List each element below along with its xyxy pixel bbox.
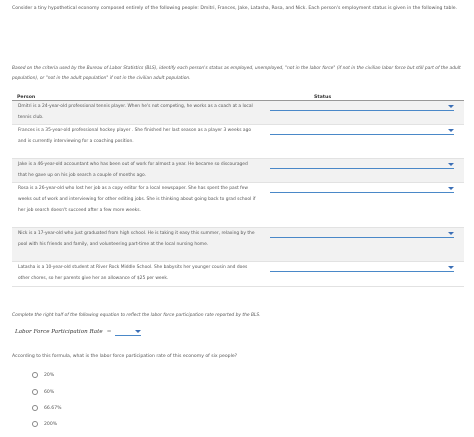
option-label: 66.67% [44, 405, 62, 411]
radio-button[interactable] [32, 405, 38, 411]
equation [15, 329, 141, 335]
status-dropdown[interactable] [270, 187, 454, 193]
status-dropdown[interactable] [270, 105, 454, 111]
status-dropdown[interactable] [270, 266, 454, 272]
radio-button[interactable] [32, 421, 38, 427]
person-description: Rosa is a 26-year-old who lost her job as a copy editor for a local newspaper. She has spent the past few weeks out of work and interviewing for other editing jobs. She is thinking about going back to grad school if her job search doesn't succeed after a few more weeks. [18, 186, 256, 213]
table-row [12, 125, 464, 159]
chevron-down-icon [448, 187, 454, 190]
intro-text: Consider a tiny hypothetical economy composed entirely of the following people: Dmitri, Frances, Jake, Latasha, Rosa, and Nick. Each person's employment status is given in the following table. [12, 6, 458, 11]
table-row [12, 228, 464, 262]
person-description: Jake is a 46-year-old accountant who has been out of work for almost a year. He became so discouraged that he gave up on his job search a couple of months ago. [18, 162, 248, 178]
chevron-down-icon [448, 163, 454, 166]
table-row [12, 183, 464, 228]
chevron-down-icon [448, 266, 454, 269]
instructions-text: Based on the criteria used by the Bureau of Labor Statistics (BLS), identify each person's status as employed, unemployed, "not in the labor force" (if not in the civilian labor force but still part of the adult population), or "not in the adult population" if not in the civilian adult population. [12, 66, 461, 81]
question-text: According to this formula, what is the labor force participation rate of this economy of six people? [12, 354, 238, 359]
person-description: Frances is a 35-year-old professional hockey player . She finished her last season as a player 3 weeks ago and is currently interviewing for a coaching position. [18, 128, 252, 144]
table-header [12, 90, 464, 101]
status-dropdown[interactable] [270, 129, 454, 135]
chevron-down-icon [448, 232, 454, 235]
equation-label: Labor Force Participation Rate [15, 329, 103, 335]
option-60-percent[interactable] [32, 389, 54, 395]
table-row [12, 262, 464, 287]
chevron-down-icon [448, 129, 454, 132]
status-table [12, 90, 464, 287]
radio-button[interactable] [32, 372, 38, 378]
equation-instructions: Complete the right half of the following equation to reflect the labor force participation rate reported by the BLS. [12, 313, 261, 318]
status-dropdown[interactable] [270, 232, 454, 238]
option-66-67-percent[interactable] [32, 405, 62, 411]
equals-sign: = [106, 329, 112, 335]
person-description: Nick is a 17-year-old who just graduated from high school. He is taking it easy this summer, relaxing by the pool with his friends and family, and volunteering part-time at the local nursing home. [18, 231, 255, 247]
option-20-percent[interactable] [32, 372, 54, 378]
chevron-down-icon [135, 330, 141, 333]
equation-dropdown[interactable] [115, 330, 141, 336]
option-200-percent[interactable] [32, 421, 57, 427]
status-header: Status [314, 95, 332, 100]
person-header: Person [17, 95, 36, 100]
table-row [12, 159, 464, 183]
option-label: 60% [44, 389, 55, 395]
radio-button[interactable] [32, 389, 38, 395]
status-dropdown[interactable] [270, 163, 454, 169]
option-label: 200% [44, 421, 58, 427]
person-description: Dmitri is a 24-year-old professional tennis player. When he's not competing, he works as a coach at a local tennis club. [18, 104, 253, 120]
table-row [12, 101, 464, 125]
person-description: Latasha is a 10-year-old student at River Rock Middle School. She babysits her younger cousin and does other chores, so her parents give her an allowance of $25 per week. [18, 265, 248, 281]
option-label: 20% [44, 372, 55, 378]
chevron-down-icon [448, 105, 454, 108]
